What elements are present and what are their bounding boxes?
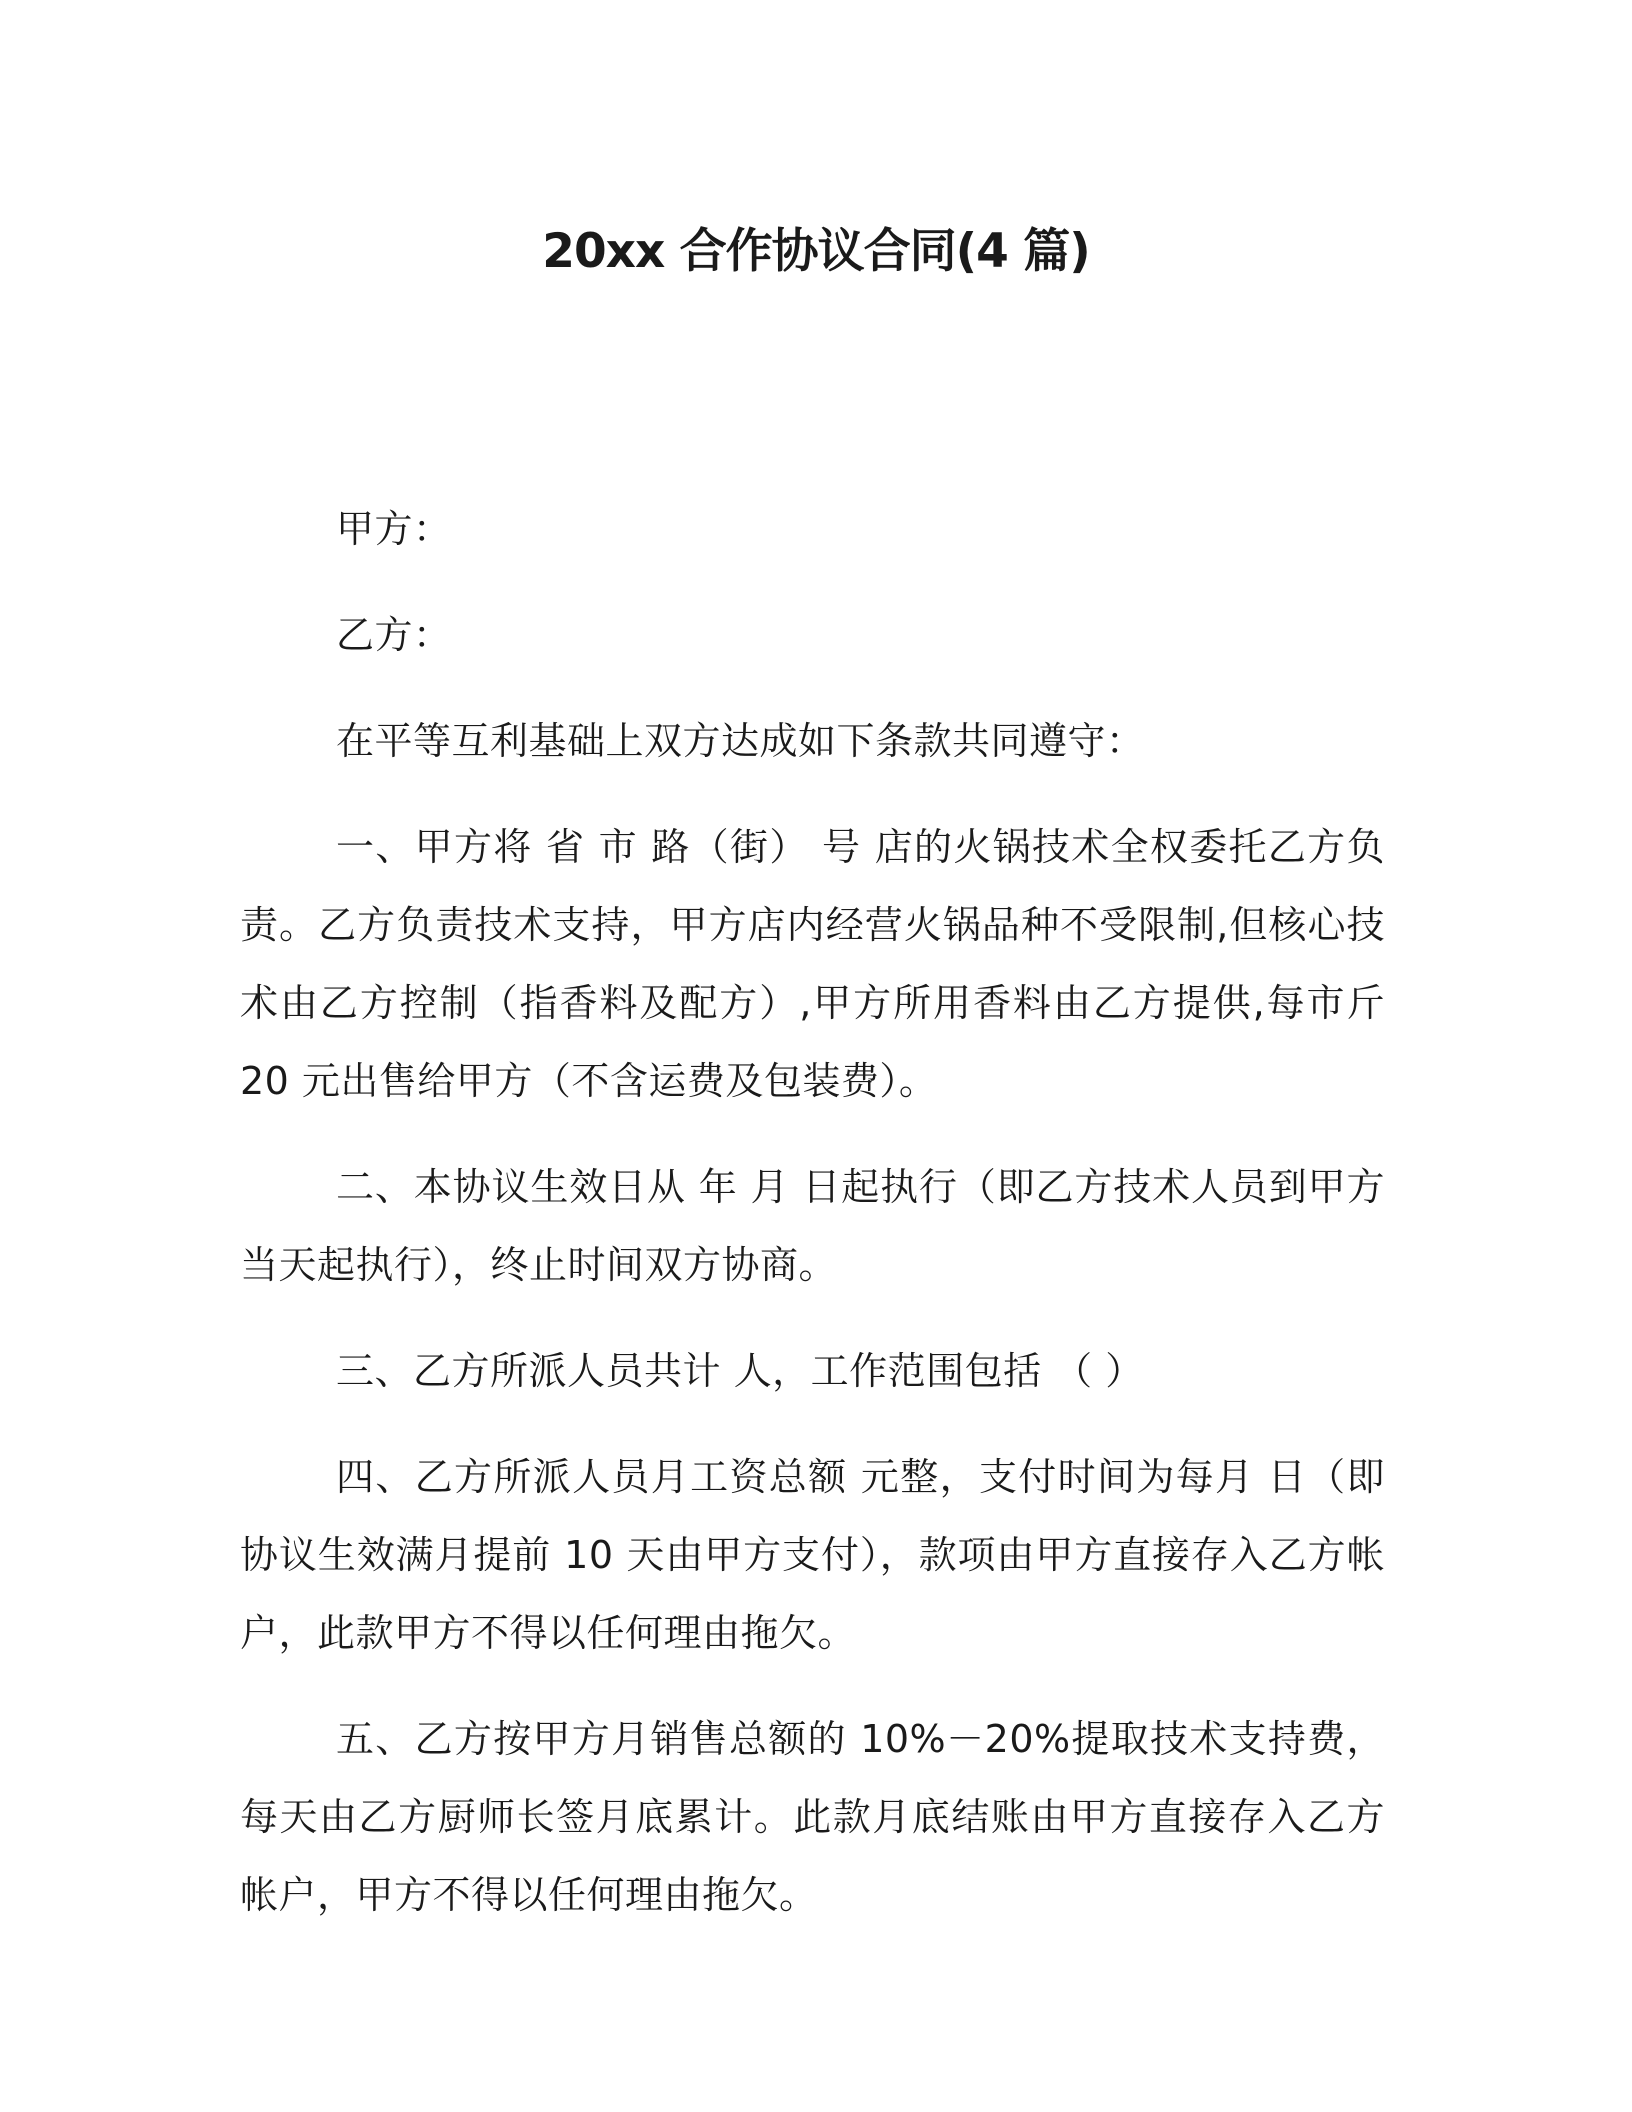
clause-1-paragraph: 一、甲方将 省 市 路（街） 号 店的火锅技术全权委托乙方负责。乙方负责技术支持，甲方店内经营火锅品种不受限制,但核心技术由乙方控制（指香料及配方）,甲方所用香料由乙方提供,每市斤 20 元出售给甲方（不含运费及包装费）。 (240, 825, 1385, 1103)
party-a-line: 甲方： (336, 507, 452, 551)
clause-5-paragraph: 五、乙方按甲方月销售总额的 10%－20%提取技术支持费，每天由乙方厨师长签月底累计。此款月底结账由甲方直接存入乙方帐户，甲方不得以任何理由拖欠。 (240, 1717, 1385, 1917)
party-b-line: 乙方： (336, 613, 452, 657)
document-title: 20xx 合作协议合同(4 篇) (542, 224, 1090, 279)
clause-4-paragraph: 四、乙方所派人员月工资总额 元整，支付时间为每月 日（即协议生效满月提前 10 天由甲方支付），款项由甲方直接存入乙方帐户，此款甲方不得以任何理由拖欠。 (240, 1455, 1385, 1655)
clause-2-paragraph: 二、本协议生效日从 年 月 日起执行（即乙方技术人员到甲方当天起执行），终止时间双方协商。 (240, 1165, 1385, 1287)
clause-3-paragraph: 三、乙方所派人员共计 人，工作范围包括 （ ） (336, 1349, 1144, 1393)
preamble-paragraph: 在平等互利基础上双方达成如下条款共同遵守： (336, 719, 1145, 763)
document-body (240, 490, 1385, 1962)
